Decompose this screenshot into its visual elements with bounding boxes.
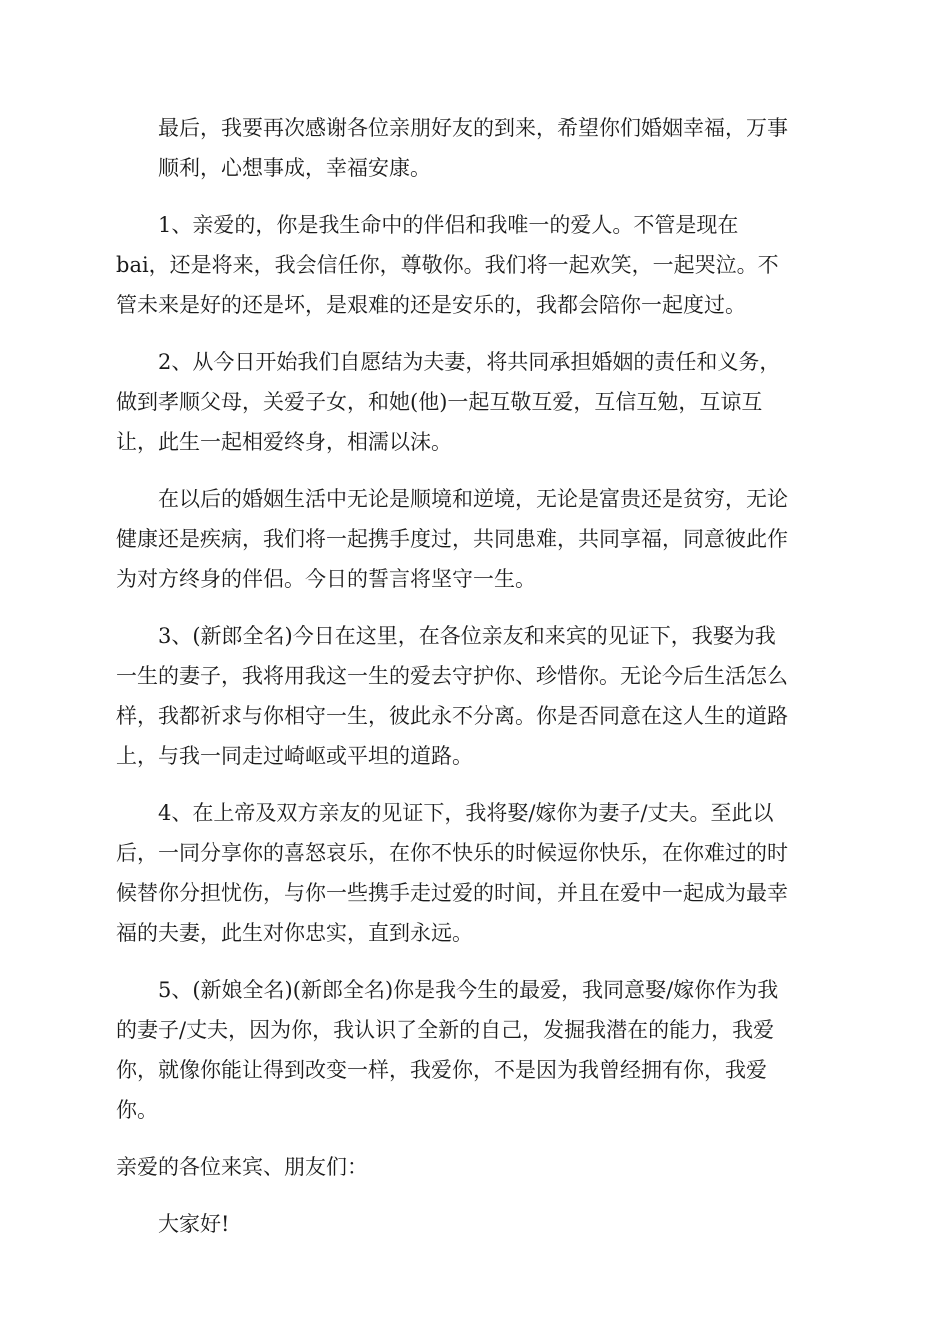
text-line: 福的夫妻，此生对你忠实，直到永远。 [116, 921, 473, 945]
text-line: 顺利，心想事成，幸福安康。 [158, 156, 431, 180]
text-line: 一生的妻子，我将用我这一生的爱去守护你、珍惜你。无论今后生活怎么 [116, 664, 788, 688]
text-line: 在以后的婚姻生活中无论是顺境和逆境，无论是富贵还是贫穷，无论 [158, 487, 788, 511]
text-line: 上，与我一同走过崎岖或平坦的道路。 [116, 744, 473, 768]
paragraph-greeting [116, 1204, 836, 1244]
text-line: 大家好! [158, 1212, 230, 1236]
text-line: 后，一同分享你的喜怒哀乐，在你不快乐的时候逗你快乐，在你难过的时 [116, 841, 788, 865]
paragraph-vow-3 [116, 616, 836, 776]
document-page [116, 108, 836, 1261]
text-line: 1、亲爱的，你是我生命中的伴侣和我唯一的爱人。不管是现在 [158, 213, 739, 237]
text-line: 的妻子/丈夫，因为你，我认识了全新的自己，发掘我潜在的能力，我爱 [116, 1018, 775, 1042]
text-line: 做到孝顺父母，关爱子女，和她(他)一起互敬互爱，互信互勉，互谅互 [116, 390, 763, 414]
text-line: 2、从今日开始我们自愿结为夫妻，将共同承担婚姻的责任和义务， [158, 350, 781, 374]
text-line: 4、在上帝及双方亲友的见证下，我将娶/嫁你为妻子/丈夫。至此以 [158, 801, 774, 825]
text-line: 5、(新娘全名)(新郎全名)你是我今生的最爱，我同意娶/嫁你作为我 [158, 978, 779, 1002]
text-line: 让，此生一起相爱终身，相濡以沫。 [116, 430, 452, 454]
text-line: 样，我都祈求与你相守一生，彼此永不分离。你是否同意在这人生的道路 [116, 704, 788, 728]
text-line: 亲爱的各位来宾、朋友们： [116, 1155, 368, 1179]
paragraph-vow-1 [116, 205, 836, 325]
text-line: 健康还是疾病，我们将一起携手度过，共同患难，共同享福，同意彼此作 [116, 527, 788, 551]
text-line: 候替你分担忧伤，与你一些携手走过爱的时间，并且在爱中一起成为最幸 [116, 881, 788, 905]
paragraph-vow-4 [116, 793, 836, 953]
paragraph-vow-2-continued [116, 479, 836, 599]
text-line: 管未来是好的还是坏，是艰难的还是安乐的，我都会陪你一起度过。 [116, 293, 746, 317]
paragraph-salutation [116, 1147, 836, 1187]
text-line: bai，还是将来，我会信任你，尊敬你。我们将一起欢笑，一起哭泣。不 [116, 253, 779, 277]
text-line: 3、(新郎全名)今日在这里，在各位亲友和来宾的见证下，我娶为我 [158, 624, 776, 648]
text-line: 为对方终身的伴侣。今日的誓言将坚守一生。 [116, 567, 536, 591]
text-line: 你，就像你能让得到改变一样，我爱你，不是因为我曾经拥有你，我爱 [116, 1058, 767, 1082]
text-line: 最后，我要再次感谢各位亲朋好友的到来，希望你们婚姻幸福，万事 [158, 116, 788, 140]
paragraph-vow-5 [116, 970, 836, 1130]
text-line: 你。 [116, 1098, 158, 1122]
paragraph-vow-2 [116, 342, 836, 462]
paragraph-closing-thanks [116, 108, 836, 188]
